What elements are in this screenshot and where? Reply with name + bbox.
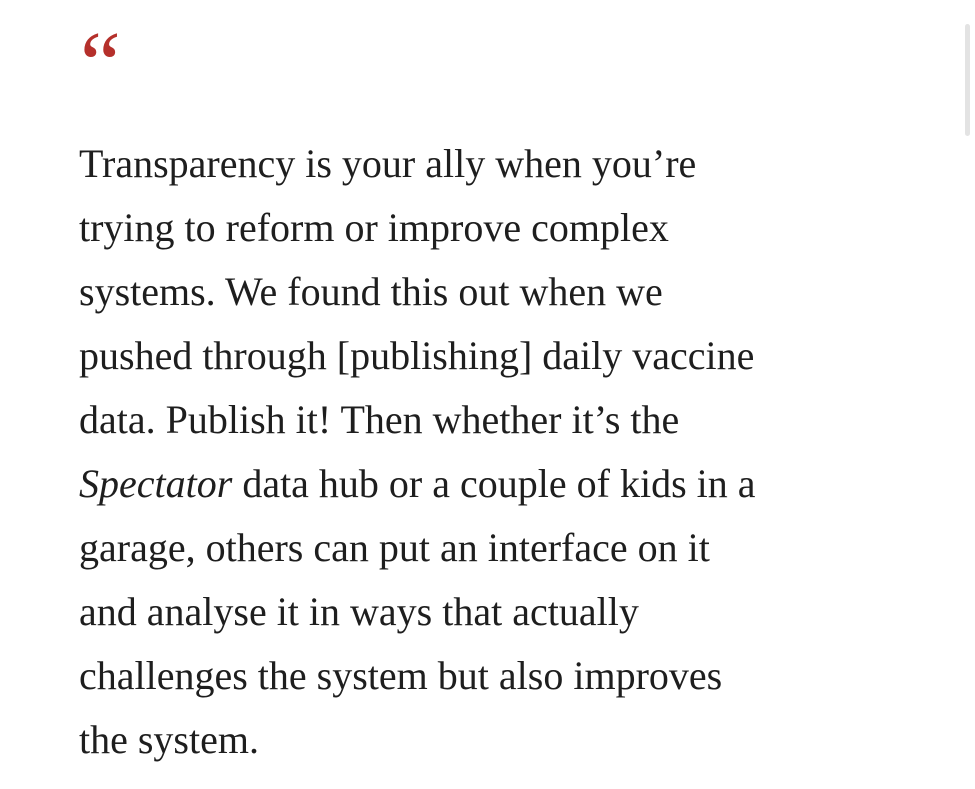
quote-line: Transparency is your ally when you’re: [79, 141, 697, 186]
quote-line-rest: data hub or a couple of kids in a: [232, 461, 756, 506]
quote-mark: “: [80, 13, 115, 115]
publication-name: Spectator: [79, 461, 233, 506]
quote-line: and analyse it in ways that actually: [79, 589, 639, 634]
quote-text: [79, 132, 756, 772]
quote-line: systems. We found this out when we: [79, 269, 663, 314]
scrollbar-thumb[interactable]: [965, 24, 970, 136]
quote-line: garage, others can put an interface on it: [79, 525, 710, 570]
quote-line: pushed through [publishing] daily vaccine: [79, 333, 755, 378]
quote-line: trying to reform or improve complex: [79, 205, 669, 250]
scrollbar[interactable]: [961, 0, 975, 789]
quote-line: challenges the system but also improves: [79, 653, 723, 698]
quote-line: the system.: [79, 717, 259, 762]
quote-line: data. Publish it! Then whether it’s the: [79, 397, 680, 442]
quote-line-with-publication: [79, 452, 756, 516]
